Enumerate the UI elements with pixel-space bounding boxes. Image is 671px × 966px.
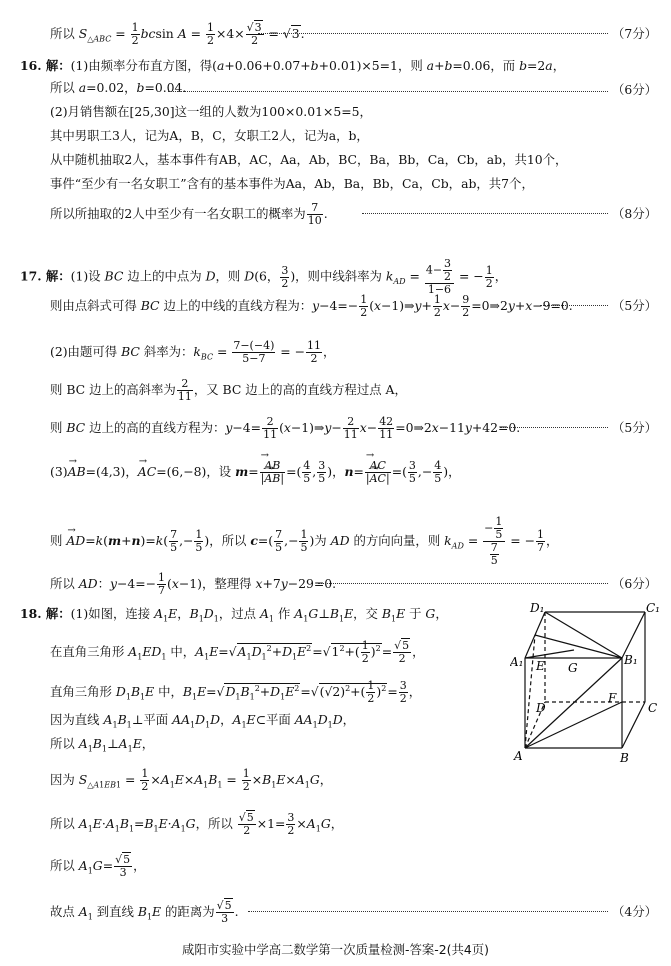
edge-b1-c1 — [622, 612, 645, 658]
q17-line5: 则 BC 边上的高的直线方程为：y−4= $\frac{2}{11}$ (x−1)⇒y− $\frac{2}{11}$ x− $\frac{42}{11}$ =0⇒2x−11y+42=0. — [50, 415, 521, 441]
leader-dots — [248, 911, 608, 912]
score-q18-1: （4分） — [611, 904, 657, 919]
q16-line5: 从中随机抽取2人，基本事件有AB，AC，Aa，Ab，BC，Ba，Bb，Ca，Cb，ab，共10个， — [50, 152, 568, 167]
label-f: F — [608, 691, 617, 705]
q17-line8: 所以 AD：y−4=− $\frac{1}{7}$ (x−1)，整理得 x+7y−29=0. — [50, 571, 337, 597]
line-a-e — [525, 635, 535, 748]
line-d1-b1 — [545, 612, 622, 658]
q18-line7: 所以 $A_1E\cdot A_1B_1=B_1E\cdot A_1G$，所以 $\frac{√5}{2}$ ×1= $\frac{3}{2}$ $\times A_1G$， — [50, 811, 344, 837]
q18-line5: 所以 $A_1B_1\perp A_1E$， — [50, 736, 155, 754]
q18-line3: 直角三角形 $D_1B_1E$ 中，$B_1E=√D_1B_1^2+D_1E^2=√(√2)^2+$( $\frac{1}{2}$ )$^2$= $\frac{3}{2}$ ， — [50, 679, 422, 705]
label-e: E — [536, 659, 545, 673]
label-b: B — [620, 751, 629, 765]
label-b1: B₁ — [624, 653, 638, 667]
cube-figure — [510, 600, 660, 770]
q17-line2: 则由点斜式可得 BC 边上的中线的直线方程为：y−4=− $\frac{1}{2}$ (x−1)⇒y+ $\frac{1}{2}$ x− $\frac{9}{2}$ =0⇒2y+x−9=0. — [50, 293, 573, 319]
q17-line7: 则 → AD=k(m+n)=k( $\frac{7}{5}$ ,− $\frac{1}{5}$ )，所以 c=( $\frac{7}{5}$ ,− $\frac{1}{5}$ )为 AD 的方向向量，则 $k_{AD}$ = − $\frac{1}{5}$ $\frac{7}{5}$ = − $\frac{1}{7}$ ， — [50, 516, 558, 567]
q16-line2: 所以 a=0.02，b=0.04. — [50, 80, 187, 95]
leader-dots — [168, 91, 608, 92]
q18-line1: 18. 解：(1)如图，连接 $A_1E$，$B_1D_1$，过点 $A_1$ 作 $A_1G\perp B_1E$，交 $B_1E$ 于 G， — [20, 606, 448, 624]
q17-line6: (3)→ AB=(4,3)，→ AC=(6,−8)，设 m= → $\frac{AB}{|\to AB|}$ =( $\frac{4}{5}$ , $\frac{3}{5}$ )，n= → $\frac{AC}{|\to AC|}$ =( $\frac{3}{5}$ ,− $\frac{4}{5}$ )， — [50, 460, 460, 485]
q18-line4: 因为直线 $A_1B_1\perp$平面 $AA_1D_1D$，$A_1E\subset$平面 $AA_1D_1D$， — [50, 712, 356, 730]
q17-line3: (2)由题可得 BC 斜率为：$k_{BC}$ = $\frac{7-(-4)}{5-7}$ = − $\frac{11}{2}$ ， — [50, 339, 336, 365]
leader-dots — [362, 213, 608, 214]
line-a1-g — [525, 650, 574, 658]
q17-line4: 则 BC 边上的高斜率为 $\frac{2}{11}$ ，又 BC 边上的高的直线方程过点 A， — [50, 377, 407, 403]
score-header: （7分） — [611, 26, 657, 41]
q18-line9: 故点 $A_1$ 到直线 $B_1E$ 的距离为 $\frac{√5}{3}$ . — [50, 899, 239, 925]
label-g: G — [568, 661, 578, 675]
q16-line3: (2)月销售额在[25,30]这一组的人数为100×0.01×5=5， — [50, 104, 372, 119]
q17-line1: 17. 解：(1)设 BC 边上的中点为 D，则 D(6， $\frac{3}{2}$ )，则中线斜率为 $k_{AD}$ = 4− $\frac{3}{2}$ 1−6 = − $\frac{1}{2}$ ， — [20, 257, 508, 296]
q18-line2: 在直角三角形 $A_1ED_1$ 中，$A_1E=√A_1D_1^2+D_1E^2=√1^2+$( $\frac{1}{2}$ )$^2$= $\frac{√5}{2}$ ， — [50, 639, 425, 665]
q16-line1: 16. 解：(1)由频率分布直方图，得(a+0.06+0.07+b+0.01)×5=1，则 a+b=0.06，而 b=2a， — [20, 58, 566, 73]
q16-line7: 所以所抽取的2人中至少有一名女职工的概率为 $\frac{7}{10}$ . — [50, 201, 328, 227]
leader-dots — [318, 583, 608, 584]
score-q16-2: （8分） — [611, 206, 657, 221]
leader-dots — [540, 305, 608, 306]
leader-dots — [500, 427, 608, 428]
page-footer: 咸阳市实验中学高二数学第一次质量检测-答案-2(共4页) — [182, 942, 489, 957]
score-q17-1: （5分） — [611, 298, 657, 313]
label-c: C — [648, 701, 658, 715]
label-d: D — [536, 701, 546, 715]
q16-line6: 事件“至少有一名女职工”含有的基本事件为Aa，Ab，Ba，Bb，Ca，Cb，ab，共7个， — [50, 176, 534, 191]
score-q17-2: （5分） — [611, 420, 657, 435]
edge-b-c — [622, 702, 645, 748]
score-q16-1: （6分） — [611, 82, 657, 97]
label-c1: C₁ — [646, 601, 660, 615]
leader-dots — [258, 33, 608, 34]
score-q17-3: （6分） — [611, 576, 657, 591]
header-line: 所以 $S_{\triangle ABC}$ = $\frac{1}{2}$ bcsin A = $\frac{1}{2}$ ×4× $\frac{√3}{2}$ = √3. — [50, 21, 305, 47]
label-a1: A₁ — [510, 655, 524, 669]
label-d1: D₁ — [530, 601, 545, 615]
q16-line4: 其中男职工3人，记为A，B，C，女职工2人，记为a，b， — [50, 128, 369, 143]
q18-line6: 因为 $S_{\triangle A1EB1}$ = $\frac{1}{2}$ $\times A_1E\times A_1B_1$ = $\frac{1}{2}$ $\times B_1E\times A_1G$， — [50, 767, 333, 793]
label-a: A — [514, 749, 523, 763]
q18-line8: 所以 $A_1G=$ $\frac{√5}{3}$ ， — [50, 853, 146, 879]
